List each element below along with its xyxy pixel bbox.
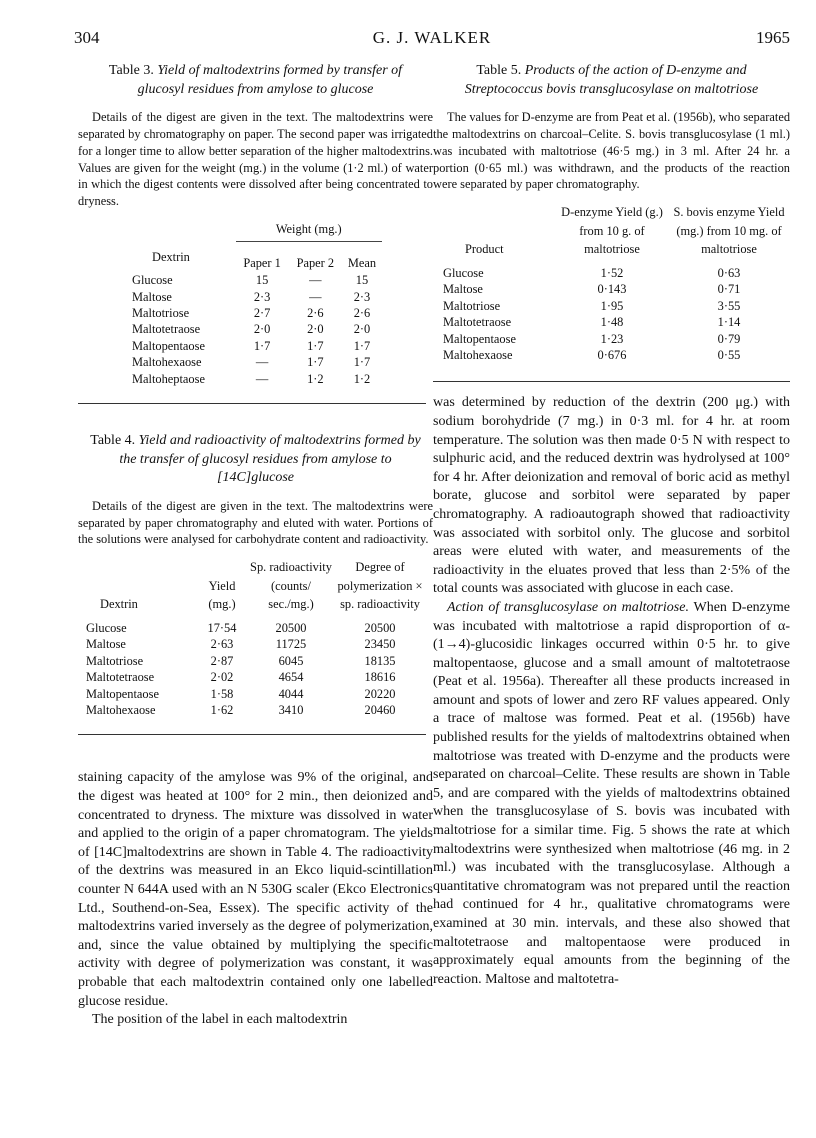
table3-cell: 2·0 <box>307 322 324 337</box>
table5-header-row: Product D-enzyme Yield (g.) from 10 g. of maltotriose S. bovis enzyme Yield (mg.) from 10 mg. of maltotriose <box>465 205 785 257</box>
page-number: 304 <box>74 28 100 47</box>
table3-cell: 2·3 <box>253 289 271 304</box>
table3-row <box>132 305 382 321</box>
table5-row <box>443 347 789 363</box>
table4-cell: 2·02 <box>210 670 234 685</box>
table3-cell: 1·7 <box>353 338 371 353</box>
table4-row-label: Maltotetraose <box>86 670 155 685</box>
table5 <box>443 203 789 363</box>
table5-cell: 1·95 <box>600 298 624 313</box>
table4 <box>86 558 426 718</box>
table3-cell: — <box>255 371 269 386</box>
table3-row-label: Maltoheptaose <box>132 371 205 386</box>
table3 <box>132 220 382 387</box>
running-header <box>74 28 790 52</box>
table3-row <box>132 272 382 288</box>
table5-cell: 1·23 <box>600 331 624 346</box>
table3-row-label: Maltotriose <box>132 305 190 320</box>
table3-row <box>132 321 382 337</box>
table3-cell: 2·0 <box>253 322 271 337</box>
table3-cell: 2·0 <box>353 322 371 337</box>
table3-cell: 15 <box>355 273 369 288</box>
table5-note: The values for D-enzyme are from Peat et al. (1956b), who separated the maltodextrins on charcoal–Celite. S. bovis transglucosylase (1 ml.) was incubated with maltotriose (46·5 mg.) in 3 ml. After 24 hr. a portion (0·65 ml.) was withdrawn, and the products of the reaction were separated by paper chromatography. <box>433 110 791 192</box>
table5-cell: 0·79 <box>717 331 741 346</box>
table3-cell: — <box>309 289 322 304</box>
section-heading: Action of transglucosylase on maltotriose. <box>447 599 689 615</box>
table5-rule <box>433 381 790 382</box>
table3-cell: 2·3 <box>353 289 371 304</box>
table4-row-label: Maltohexaose <box>86 702 156 717</box>
left-paragraph-1: staining capacity of the amylose was 9% of the original, and the digest was heated at 100° for 2 min., then deionized and concentrated to dryness. The mixture was dissolved in water and applied to the origin of a paper chromatogram. The yields of [14C]maltodextrins are shown in Table 4. The radioactivity of the dextrins was measured in an Ekco liquid-scintillation counter N 644A used with an N 530G scaler (Ekco Electronics Ltd., Southend-on-Sea, Essex). The specific activity of the maltodextrins varied inversely as the degree of polymerization, and, since the value obtained by multiplying the specific activity with degree of polymerization was constant, it was probable that each maltodextrin contained only one labelled glucose residue. <box>78 770 433 1009</box>
table4-row-label: Glucose <box>86 620 127 635</box>
table4-row-label: Maltotriose <box>86 653 144 668</box>
table3-cell: 2·7 <box>253 305 271 320</box>
table3-rule <box>78 403 426 404</box>
table5-cell: 1·48 <box>600 315 624 330</box>
table3-cell: — <box>309 273 322 288</box>
right-paragraph-1: was determined by reduction of the dextrin (200 μg.) with sodium borohydride (7 mg.) in 0·3 ml. for 4 hr. at room temperature. The solution was then made 0·5 N with respect to sulphuric acid, and the reduced dextrin was hydrolysed at 100° for 4 hr. After deionization and removal of boric acid as methyl borate, glucose and sorbitol were separated by paper chromatography. A radioautograph showed that radioactivity was associated with sorbitol only. The glucose and sorbitol areas were eluted with water, and measurements of the radioactivity in the eluates proved that less than 2·5% of the total counts was associated with glucose in each case. <box>433 395 790 597</box>
table3-cell: 1·7 <box>307 355 324 370</box>
table5-row <box>443 331 789 347</box>
table3-cell: 1·7 <box>253 338 271 353</box>
table4-row <box>86 686 426 702</box>
table5-row-label: Glucose <box>443 265 484 280</box>
table4-cell: 2·87 <box>210 653 234 668</box>
table4-row <box>86 702 426 718</box>
table5-row <box>443 298 789 314</box>
table5-cell: 0·71 <box>717 282 741 297</box>
right-column <box>433 62 790 989</box>
left-paragraph-2: The position of the label in each maltodextrin <box>92 1012 348 1028</box>
table5-cell: 1·14 <box>717 315 741 330</box>
table3-cell: 1·7 <box>307 338 324 353</box>
table3-cell: 1·2 <box>307 371 324 386</box>
right-body <box>433 394 790 989</box>
table3-row-label: Maltose <box>132 289 172 304</box>
table4-cell: 4044 <box>278 686 304 701</box>
table5-row-label: Maltose <box>443 282 483 297</box>
table4-cell: 3410 <box>278 702 304 717</box>
table5-row-label: Maltotetraose <box>443 315 512 330</box>
table5-row-label: Maltotriose <box>443 298 501 313</box>
table4-cell: 18135 <box>364 653 396 668</box>
table4-row <box>86 653 426 669</box>
table3-row <box>132 338 382 354</box>
table3-header-row: Dextrin Paper 1 Paper 2 Mean <box>152 249 377 270</box>
left-body <box>78 769 433 1029</box>
table5-row-label: Maltohexaose <box>443 347 513 362</box>
table4-cell: 20500 <box>275 620 307 635</box>
table4-cell: 23450 <box>364 637 396 652</box>
table3-row-label: Maltohexaose <box>132 355 202 370</box>
table3-cell: — <box>255 355 269 370</box>
table5-cell: 3·55 <box>717 298 741 313</box>
table5-caption: Table 5. Products of the action of D-enzyme and Streptococcus bovis transglucosylase on maltotriose <box>464 63 759 97</box>
table3-group-header: Weight (mg.) <box>275 221 342 236</box>
year: 1965 <box>756 28 790 47</box>
table4-caption: Table 4. Yield and radioactivity of maltodextrins formed by the transfer of glucosyl residues from amylose to [14C]glucose <box>90 433 421 486</box>
table4-row <box>86 636 426 652</box>
table3-note: Details of the digest are given in the text. The maltodextrins were separated by chromatography on paper. The second paper was irrigated for a longer time to allow better separation of the higher maltodextrins. Values are given for the weight (mg.) in the volume (1·2 ml.) of water in which the digest contents were dissolved after being concentrated to dryness. <box>78 110 433 209</box>
table5-row-label: Maltopentaose <box>443 331 516 346</box>
table3-row-label: Maltotetraose <box>132 322 201 337</box>
table4-note: Details of the digest are given in the text. The maltodextrins were separated by paper chromatography and eluted with water. Portions of the solutions were analysed for carbohydrate content and radioactivity. <box>78 498 433 547</box>
table4-cell: 1·62 <box>210 702 234 717</box>
right-paragraph-2: Action of transglucosylase on maltotriose. When D-enzyme was incubated with maltotriose a rapid disproportion of α-(1→4)-glucosidic linkages occurred within 0·5 hr. to give maltopentaose, glucose and a small amount of maltotetraose (Peat et al. 1956a). Thereafter all these products increased in amount and spots of lower and zero RF values appeared. Only a trace of maltose was formed. Peat et al. (1956b) have published results for the yields of maltodextrins obtained when maltotriose was treated with D-enzyme and the products were separated on charcoal–Celite. These results are shown in Table 5, and are compared with the yields of maltodextrins obtained when the transglucosylase of S. bovis was incubated with maltotriose for a similar time. Fig. 5 shows the rate at which maltodextrins were synthesized when maltotriose (46 mg. in 2 ml.) was incubated with the transglucosylase. Although a quantitative chromatogram was not prepared until the reaction had continued for 4 hr., qualitative chromatograms were examined at 30 min. intervals, and these also showed that maltotetraose and maltopentaose were produced in approximately equal amounts from the beginning of the reaction. Maltose and maltotetra- <box>433 599 790 987</box>
table3-cell: 1·7 <box>353 355 371 370</box>
table5-cell: 0·63 <box>717 265 741 280</box>
table4-cell: 18616 <box>364 670 396 685</box>
table4-row-label: Maltopentaose <box>86 686 159 701</box>
table4-cell: 4654 <box>278 670 304 685</box>
table3-row-label: Glucose <box>132 273 173 288</box>
table3-row <box>132 289 382 305</box>
table3-cell: 15 <box>255 273 269 288</box>
table4-cell: 20460 <box>364 702 396 717</box>
table4-cell: 20220 <box>364 686 396 701</box>
table5-row <box>443 281 789 297</box>
table3-cell: 1·2 <box>353 371 371 386</box>
table4-cell: 1·58 <box>210 686 234 701</box>
table4-row-label: Maltose <box>86 637 126 652</box>
table3-cell: 2·6 <box>307 305 324 320</box>
table5-row <box>443 265 789 281</box>
table5-cell: 0·676 <box>597 347 627 362</box>
table3-row <box>132 371 382 387</box>
table4-row <box>86 669 426 685</box>
table4-row <box>86 620 426 636</box>
table5-row <box>443 314 789 330</box>
table3-row <box>132 354 382 370</box>
left-column <box>78 62 433 1030</box>
table4-cell: 11725 <box>275 637 307 652</box>
table4-cell: 2·63 <box>210 637 234 652</box>
table5-cell: 0·143 <box>597 282 627 297</box>
table3-row-label: Maltopentaose <box>132 338 205 353</box>
table5-cell: 1·52 <box>600 265 624 280</box>
table5-cell: 0·55 <box>717 347 741 362</box>
table4-cell: 6045 <box>278 653 304 668</box>
table3-caption: Table 3. Yield of maltodextrins formed by transfer of glucosyl residues from amylose to glucose <box>108 63 403 97</box>
table3-cell: 2·6 <box>353 305 371 320</box>
table4-cell: 17·54 <box>207 620 237 635</box>
table4-header-row: Dextrin Yield (mg.) Sp. radioactivity (counts/ sec./mg.) Degree of polymerization × sp. radioactivity <box>100 560 423 612</box>
table4-rule <box>78 734 426 735</box>
table4-cell: 20500 <box>364 620 396 635</box>
running-author: G. J. WALKER <box>372 28 492 47</box>
